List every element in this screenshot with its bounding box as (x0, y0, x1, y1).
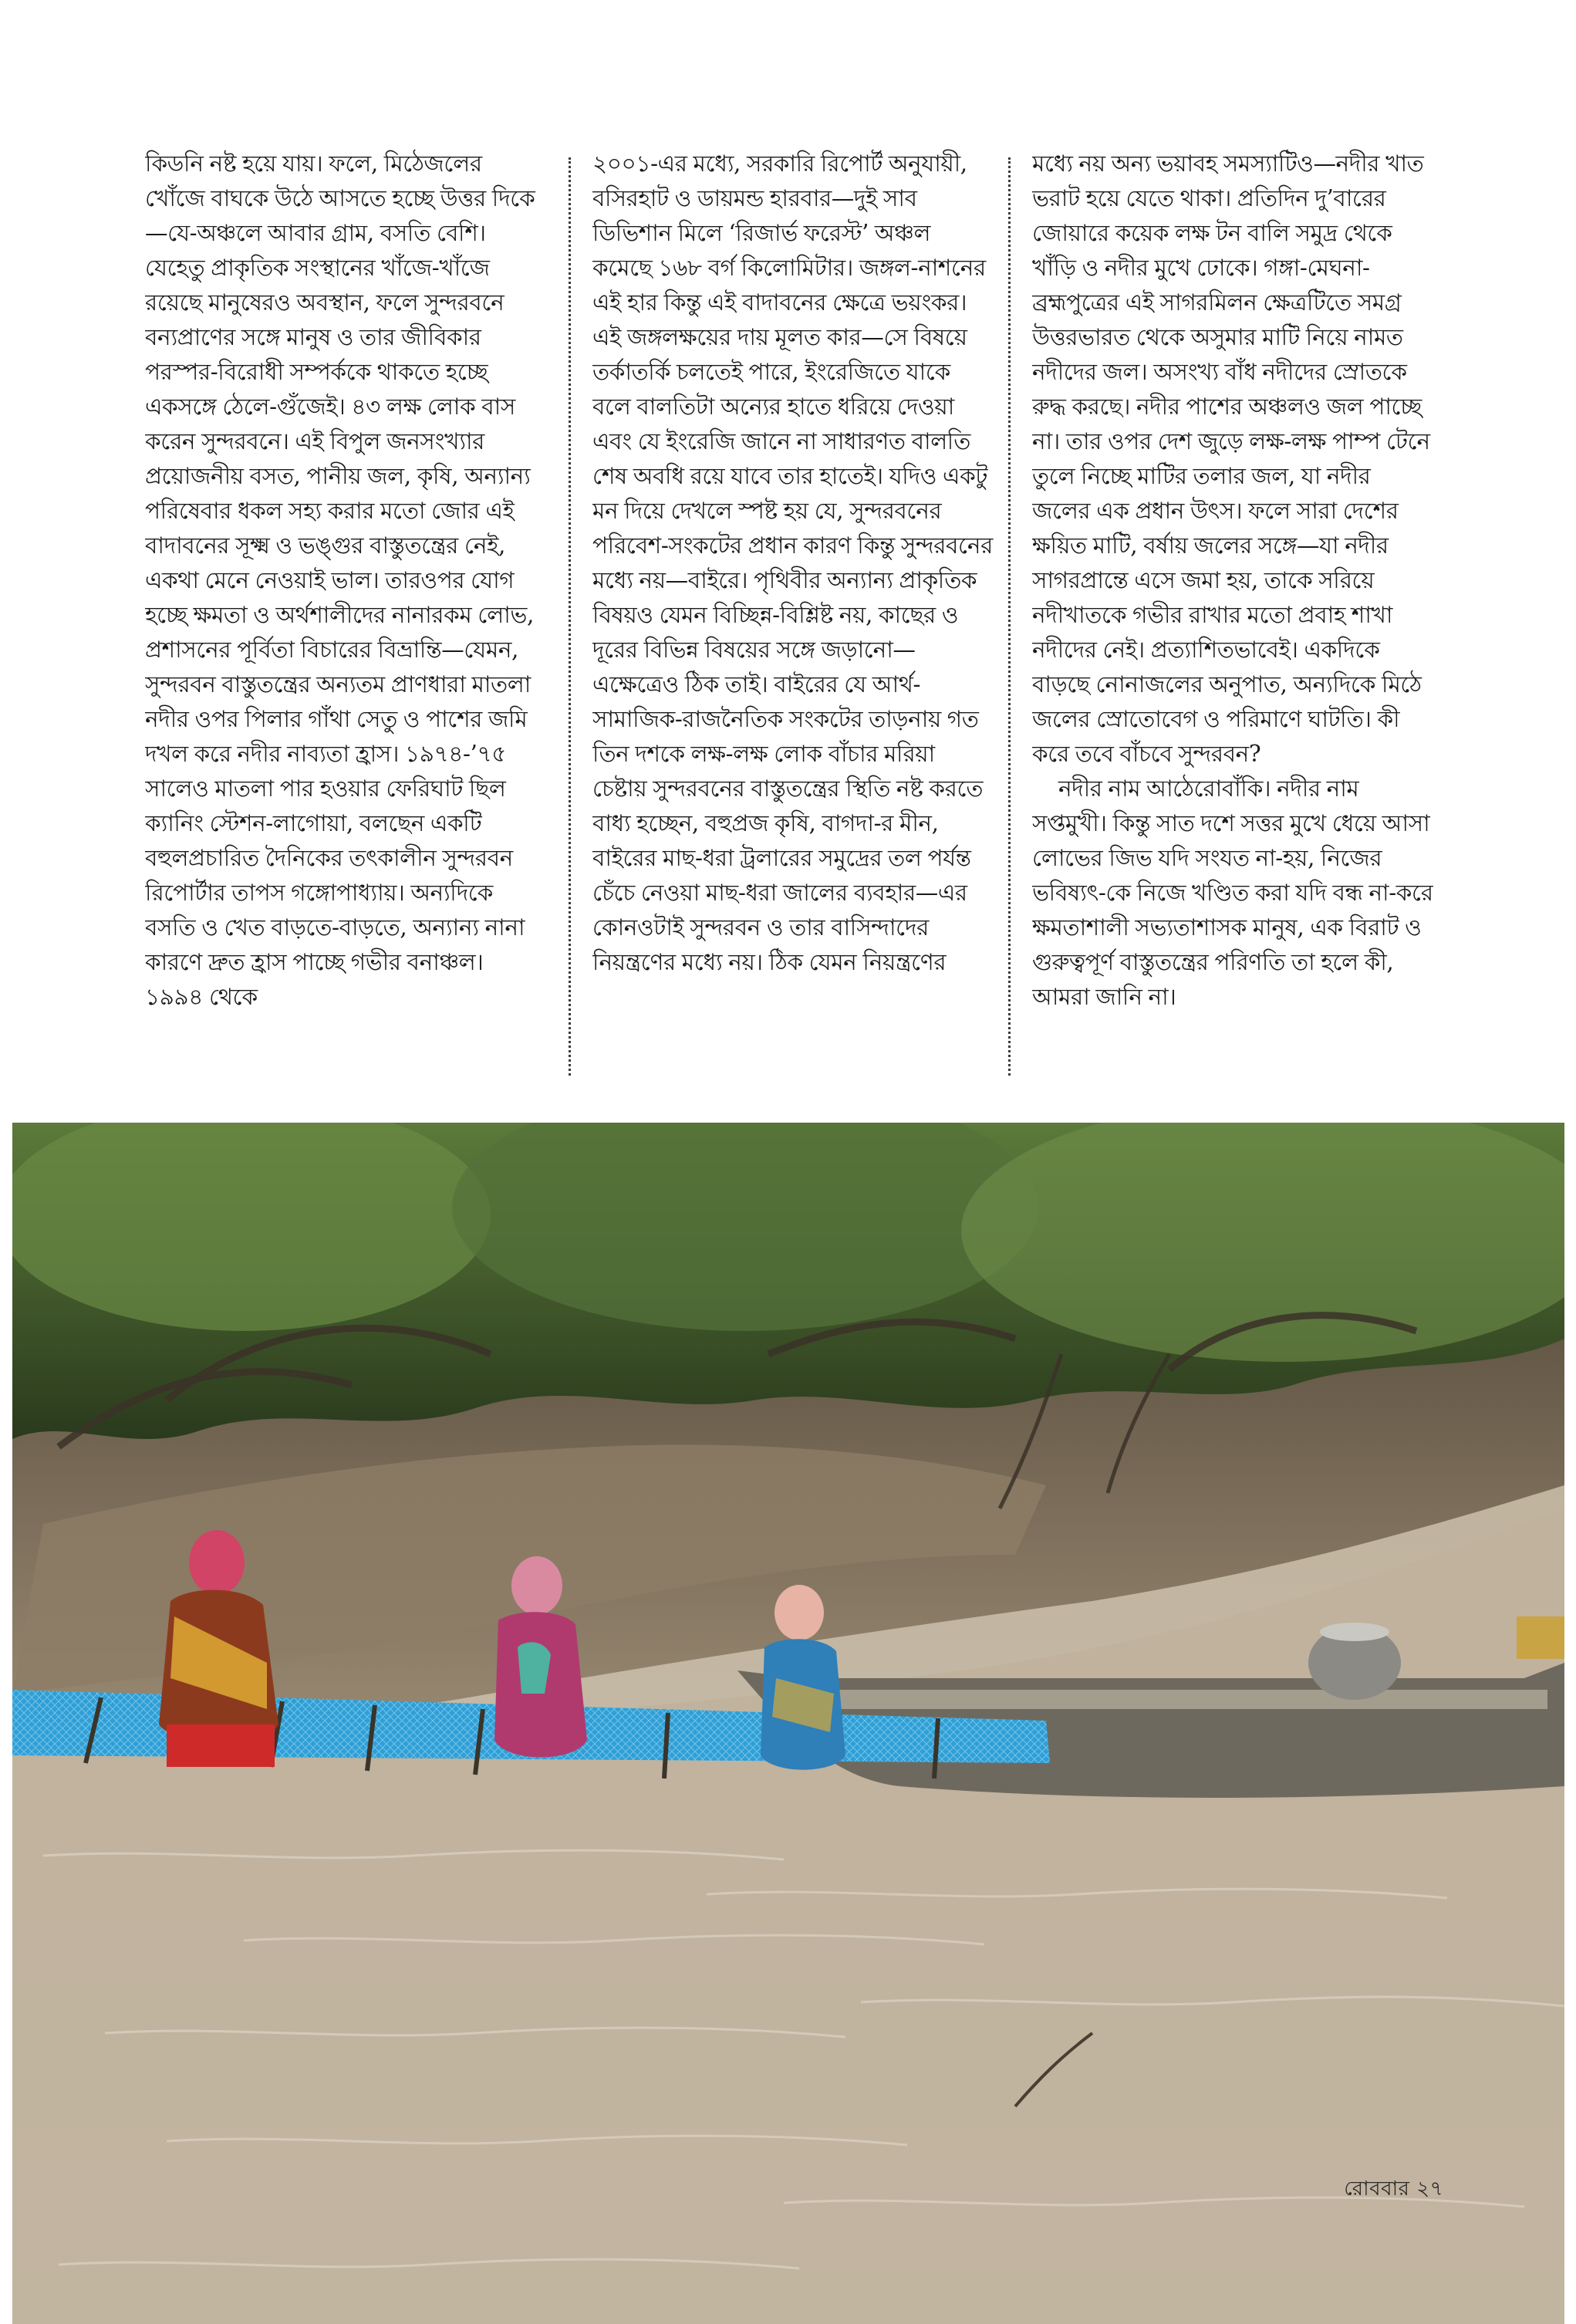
paragraph: কিডনি নষ্ট হয়ে যায়। ফলে, মিঠেজলের খোঁজে বাঘকে উঠে আসতে হচ্ছে উত্তর দিকে—যে-অঞ্চলে আবার গ্রাম, বসতি বেশি। যেহেতু প্রাকৃতিক সংস্থানের খাঁজে-খাঁজে রয়েছে মানুষেরও অবস্থান, ফলে সুন্দরবনে বন্যপ্রাণের সঙ্গে মানুষ ও তার জীবিকার পরস্পর-বিরোধী সম্পর্ককে থাকতে হচ্ছে একসঙ্গে ঠেলে-গুঁজেই। ৪৩ লক্ষ লোক বাস করেন সুন্দরবনে। এই বিপুল জনসংখ্যার প্রয়োজনীয় বসত, পানীয় জল, কৃষি, অন্যান্য পরিষেবার ধকল সহ্য করার মতো জোর এই বাদাবনের সূক্ষ্ম ও ভঙ্গুর বাস্তুতন্ত্রের নেই, একথা মেনে নেওয়াই ভাল। তারওপর যোগ হচ্ছে ক্ষমতা ও অর্থশালীদের নানারকম লোভ, প্রশাসনের পূর্বিতা বিচারের বিভ্রান্তি—যেমন, সুন্দরবন বাস্তুতন্ত্রের অন্যতম প্রাণধারা মাতলা নদীর ওপর পিলার গাঁথা সেতু ও পাশের জমি দখল করে নদীর নাব্যতা হ্রাস। ১৯৭৪-’৭৫ সালেও মাতলা পার হওয়ার ফেরিঘাট ছিল ক্যানিং স্টেশন-লাগোয়া, বলছেন একটি বহুলপ্রচারিত দৈনিকের তৎকালীন সুন্দরবন রিপোর্টার তাপস গঙ্গোপাধ্যায়। অন্যদিকে বসতি ও খেত বাড়তে-বাড়তে, অন্যান্য নানা কারণে দ্রুত হ্রাস পাচ্ছে গভীর বনাঞ্চল। ১৯৯৪ থেকে (145, 150, 535, 1010)
page-folio: রোববার ২৭ (1344, 2177, 1443, 2201)
sundarbans-photo (12, 1123, 1564, 2324)
paragraph: মধ্যে নয় অন্য ভয়াবহ সমস্যাটিও—নদীর খাত ভরাট হয়ে যেতে থাকা। প্রতিদিন দু’বারের জোয়ারে কয়েক লক্ষ টন বালি সমুদ্র থেকে খাঁড়ি ও নদীর মুখে ঢোকে। গঙ্গা-মেঘনা-ব্রহ্মপুত্রের এই সাগরমিলন ক্ষেত্রটিতে সমগ্র উত্তরভারত থেকে অসুমার মাটি নিয়ে নামত নদীদের জল। অসংখ্য বাঁধ নদীদের স্রোতকে রুদ্ধ করছে। নদীর পাশের অঞ্চলও জল পাচ্ছে না। তার ওপর দেশ জুড়ে লক্ষ-লক্ষ পাম্প টেনে তুলে নিচ্ছে মাটির তলার জল, যা নদীর জলের এক প্রধান উৎস। ফলে সারা দেশের ক্ষয়িত মাটি, বর্ষায় জলের সঙ্গে—যা নদীর সাগরপ্রান্তে এসে জমা হয়, তাকে সরিয়ে নদীখাতকে গভীর রাখার মতো প্রবাহ শাখা নদীদের নেই। প্রত্যাশিতভাবেই। একদিকে বাড়ছে নোনাজলের অনুপাত, অন্যদিকে মিঠে জলের স্রোতোবেগ ও পরিমাণে ঘাটতি। কী করে তবে বাঁচবে সুন্দরবন? (1032, 150, 1430, 767)
article-column-3 (1032, 147, 1433, 1088)
article-column-2 (592, 147, 994, 1088)
column-divider (1008, 157, 1011, 1076)
photo-illustration (12, 1123, 1564, 2324)
article-column-1 (145, 147, 546, 1088)
column-divider (569, 157, 571, 1076)
paragraph: ২০০১-এর মধ্যে, সরকারি রিপোর্ট অনুযায়ী, বসিরহাট ও ডায়মন্ড হারবার—দুই সাব ডিভিশান মিলে ‘রিজার্ভ ফরেস্ট’ অঞ্চল কমেছে ১৬৮ বর্গ কিলোমিটার। জঙ্গল-নাশনের এই হার কিন্তু এই বাদাবনের ক্ষেত্রে ভয়ংকর। এই জঙ্গলক্ষয়ের দায় মূলত কার—সে বিষয়ে তর্কাতর্কি চলতেই পারে, ইংরেজিতে যাকে বলে বালতিটা অন্যের হাতে ধরিয়ে দেওয়া এবং যে ইংরেজি জানে না সাধারণত বালতি শেষ অবধি রয়ে যাবে তার হাতেই। যদিও একটু মন দিয়ে দেখলে স্পষ্ট হয় যে, সুন্দরবনের পরিবেশ-সংকটের প্রধান কারণ কিন্তু সুন্দরবনের মধ্যে নয়—বাইরে। পৃথিবীর অন্যান্য প্রাকৃতিক বিষয়ও যেমন বিচ্ছিন্ন-বিশ্লিষ্ট নয়, কাছের ও দূরের বিভিন্ন বিষয়ের সঙ্গে জড়ানো—এক্ষেত্রেও ঠিক তাই। বাইরের যে আর্থ-সামাজিক-রাজনৈতিক সংকটের তাড়নায় গত তিন দশকে লক্ষ-লক্ষ লোক বাঁচার মরিয়া চেষ্টায় সুন্দরবনের বাস্তুতন্ত্রের স্থিতি নষ্ট করতে বাধ্য হচ্ছেন, বহুপ্রজ কৃষি, বাগদা-র মীন, বাইরের মাছ-ধরা ট্রলারের সমুদ্রের তল পর্যন্ত চেঁচে নেওয়া মাছ-ধরা জালের ব্যবহার—এর কোনওটাই সুন্দরবন ও তার বাসিন্দাদের নিয়ন্ত্রণের মধ্যে নয়। ঠিক যেমন নিয়ন্ত্রণের (592, 150, 993, 975)
paragraph: নদীর নাম আঠেরোবাঁকি। নদীর নাম সপ্তমুখী। কিন্তু সাত দশে সত্তর মুখে ধেয়ে আসা লোভের জিভ যদি সংযত না-হয়, নিজের ভবিষ্যৎ-কে নিজে খণ্ডিত করা যদি বন্ধ না-করে ক্ষমতাশালী সভ্যতাশাসক মানুষ, এক বিরাট ও গুরুত্বপূর্ণ বাস্তুতন্ত্রের পরিণতি তা হলে কী, আমরা জানি না। (1032, 775, 1433, 1010)
article-body (145, 147, 1433, 1088)
